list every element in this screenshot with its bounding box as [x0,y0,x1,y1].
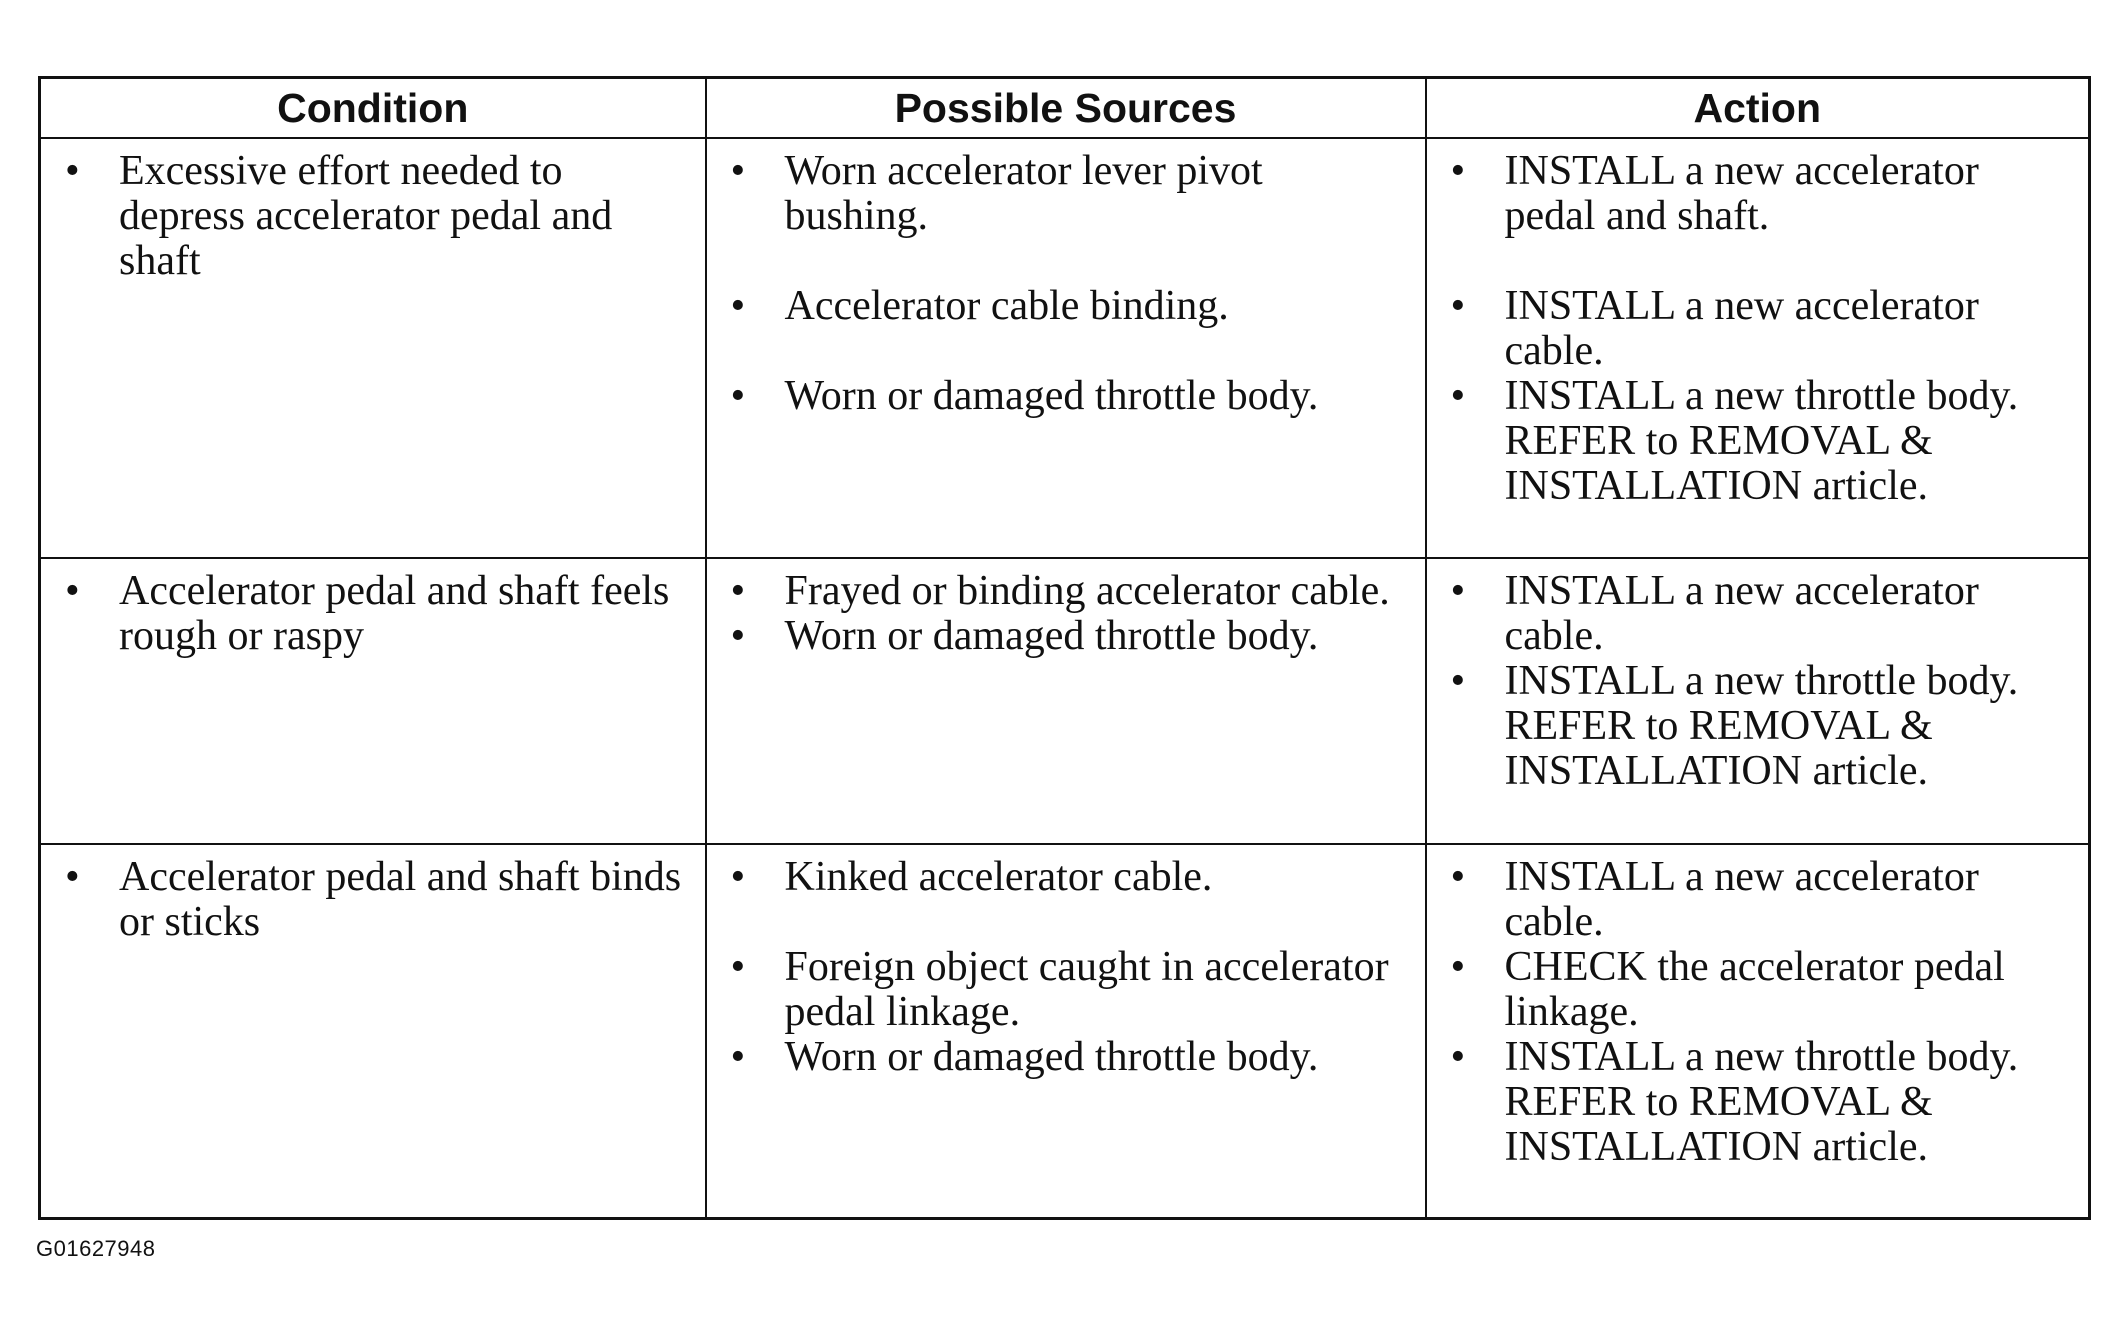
source-text: Accelerator cable binding. [784,283,1229,329]
condition-cell [40,138,706,558]
condition-list [55,569,689,659]
list-item [721,614,1409,659]
list-item [1441,149,2073,239]
list-item [721,374,1409,419]
list-item [1441,374,2073,509]
list-item [721,855,1409,900]
source-text: Frayed or binding accelerator cable. [784,568,1390,614]
condition-list [55,149,689,284]
header-possible-sources: Possible Sources [706,78,1426,139]
bullet-icon: • [1450,283,1466,329]
action-text: INSTALL a new accelerator cable. [1504,283,1979,374]
bullet-icon: • [65,568,80,614]
source-text: Foreign object caught in accelerator pedal linkage. [784,944,1389,1035]
bullet-icon: • [730,944,746,990]
source-text: Worn accelerator lever pivot bushing. [784,148,1263,239]
bullet-icon: • [1450,658,1466,704]
condition-text: Accelerator pedal and shaft binds or sticks [119,854,682,945]
list-item [721,1035,1409,1080]
list-item [1441,659,2073,794]
list-item [721,284,1409,329]
source-text: Worn or damaged throttle body. [784,1034,1319,1080]
action-text: INSTALL a new throttle body. REFER to REMOVAL & INSTALLATION article. [1504,658,2019,794]
bullet-icon: • [730,1034,746,1080]
actions-list [1441,855,2073,1170]
source-text: Kinked accelerator cable. [784,854,1213,900]
condition-cell [40,844,706,1219]
action-cell [1426,558,2090,844]
actions-list [1441,149,2073,509]
list-item [1441,855,2073,945]
bullet-icon: • [65,854,80,900]
source-text: Worn or damaged throttle body. [784,373,1319,419]
list-item [1441,945,2073,1035]
bullet-icon: • [730,568,746,614]
list-item [721,569,1409,614]
action-cell [1426,844,2090,1219]
sources-cell [706,558,1426,844]
action-text: INSTALL a new throttle body. REFER to REMOVAL & INSTALLATION article. [1504,373,2019,509]
bullet-icon: • [1450,854,1466,900]
bullet-icon: • [730,613,746,659]
bullet-icon: • [730,854,746,900]
list-item [1441,284,2073,374]
condition-text: Excessive effort needed to depress accelerator pedal and shaft [119,148,613,284]
sources-cell [706,138,1426,558]
list-item [721,149,1409,239]
sources-list [721,855,1409,1080]
source-text: Worn or damaged throttle body. [784,613,1319,659]
list-item [721,945,1409,1035]
bullet-icon: • [1450,944,1466,990]
bullet-icon: • [65,148,80,194]
figure-id-label: G01627948 [36,1236,156,1261]
action-cell [1426,138,2090,558]
list-item [55,855,689,945]
condition-text: Accelerator pedal and shaft feels rough or raspy [119,568,670,659]
header-condition: Condition [40,78,706,139]
condition-cell [40,558,706,844]
list-item [55,149,689,284]
action-text: INSTALL a new throttle body. REFER to REMOVAL & INSTALLATION article. [1504,1034,2019,1170]
action-text: INSTALL a new accelerator cable. [1504,568,1979,659]
action-text: INSTALL a new accelerator cable. [1504,854,1979,945]
diagnosis-table [38,76,2091,1220]
actions-list [1441,569,2073,794]
bullet-icon: • [1450,148,1466,194]
bullet-icon: • [730,148,746,194]
sources-list [721,569,1409,659]
condition-list [55,855,689,945]
header-action: Action [1426,78,2090,139]
table-row [40,558,2090,844]
action-text: CHECK the accelerator pedal linkage. [1504,944,2005,1035]
list-item [55,569,689,659]
list-item [1441,569,2073,659]
table-header-row [40,78,2090,139]
table-row [40,844,2090,1219]
bullet-icon: • [730,283,746,329]
bullet-icon: • [1450,373,1466,419]
bullet-icon: • [1450,1034,1466,1080]
action-text: INSTALL a new accelerator pedal and shaft. [1504,148,1979,239]
table-row [40,138,2090,558]
list-item [1441,1035,2073,1170]
bullet-icon: • [730,373,746,419]
bullet-icon: • [1450,568,1466,614]
sources-cell [706,844,1426,1219]
sources-list [721,149,1409,419]
